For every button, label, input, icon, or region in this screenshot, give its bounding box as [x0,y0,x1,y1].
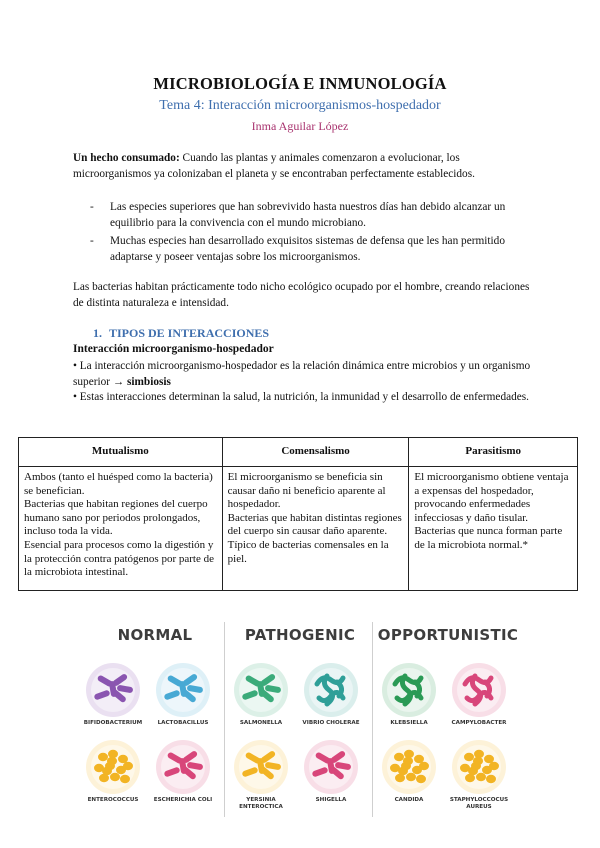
point-2: • Estas interacciones determinan la salud, la nutrición, la inmunidad y el desarrollo de enfermedades. [73,391,529,403]
bacteria-culture [452,740,506,794]
bacteria-culture [156,740,210,794]
bacteria-label: CANDIDA [394,797,424,803]
column-heading-opportunistic: OPPORTUNISTIC [377,626,519,644]
bacteria-label: STAPHYLOCCOCUS AUREUS [449,797,509,810]
point-1-text: • La interacción microorganismo-hospedador es la relación dinámica entre microbios y un organismo superior → [73,360,531,388]
table-header-mutualismo: Mutualismo [19,438,223,467]
table-cell [409,467,578,591]
bacteria-label: KLEBSIELLA [390,720,428,726]
table-cell [19,467,223,591]
bacteria-label: CAMPYLOBACTER [451,720,507,726]
point-1 [73,359,533,390]
bacteria-culture [382,663,436,717]
table-header-parasitismo: Parasitismo [409,438,578,467]
table-row [19,467,578,591]
bacteria-culture [304,740,358,794]
bacteria-label: ENTEROCOCCUS [87,797,139,803]
section-number: 1. [93,326,102,340]
document-subtitle: Tema 4: Interacción microorganismos-hospedador [159,98,441,113]
intro-paragraph [73,151,533,182]
column-heading-normal: NORMAL [117,626,193,644]
bacteria-culture [452,663,506,717]
bacteria-culture [234,740,288,794]
point-1-emphasis: simbiosis [126,375,171,388]
section-subheading: Interacción microorganismo-hospedador [73,343,274,355]
bacteria-label: SHIGELLA [315,797,347,803]
interaction-types-table [18,437,578,591]
bacteria-label: ESCHERICHIA COLI [153,797,213,803]
bacteria-culture [304,663,358,717]
paragraph-bacteria-niches: Las bacterias habitan prácticamente todo nicho ecológico ocupado por el hombre, creando relaciones de distinta naturaleza e intensidad. [73,281,530,309]
bacteria-label: BIFIDOBACTERIUM [83,720,143,726]
bacteria-label: YERSINIA ENTEROCTICA [239,797,283,810]
column-heading-pathogenic: PATHOGENIC [244,626,356,644]
bacteria-culture [86,663,140,717]
bacteria-culture [234,663,288,717]
section-heading [93,326,269,341]
table-header-row [19,438,578,467]
table-header-comensalismo: Comensalismo [222,438,409,467]
bullet-item: - Las especies superiores que han sobrevivido hasta nuestros días han debido alcanzar un equilibrio para la convivencia con el mundo microbiano. [88,200,528,231]
bullet-list [88,200,528,268]
bacteria-label: SALMONELLA [239,720,283,726]
intro-lead: Un hecho consumado: [73,152,180,164]
bullet-item: - Muchas especies han desarrollado exquisitos sistemas de defensa que les han permitido adaptarse y poseer ventajas sobre los microorganismos. [88,234,528,265]
document-author: Inma Aguilar López [251,119,349,133]
section-points [73,359,533,406]
bacteria-culture [86,740,140,794]
table-cell [222,467,409,591]
bacteria-culture [382,740,436,794]
bacteria-culture [156,663,210,717]
bacteria-label: VIBRIO CHOLERAE [302,720,360,726]
cell-text: El microorganismo se beneficia sin causar daño ni beneficio aparente al hospedador. Bacterias que habitan distintas regiones del cuerpo sin causar daño aparente. Típico de bacterias comensales en la piel. [227,471,402,565]
cell-text: Ambos (tanto el huésped como la bacteria) se benefician. Bacterias que habitan regiones del cuerpo humano sano por periodos prolongados, incluso toda la vida. Esencial para procesos como la digestión y la protección contra patógenos por parte de la microbiota intestinal. [24,471,214,579]
cell-text: El microorganismo obtiene ventaja a expensas del hospedador, provocando enfermedades infecciosas y daño tisular. Bacterias que nunca forman parte de la microbiota normal.* [414,471,569,551]
intro-text: Cuando las plantas y animales comenzaron a evolucionar, los microorganismos ya colonizaban el planeta y se encontraban perfectamente establecidos. [73,152,475,180]
document-title: MICROBIOLOGÍA E INMUNOLOGÍA [153,74,447,93]
bacteria-classification-figure [75,612,525,827]
section-title: TIPOS DE INTERACCIONES [109,326,270,340]
bacteria-label: LACTOBACILLUS [157,720,209,726]
